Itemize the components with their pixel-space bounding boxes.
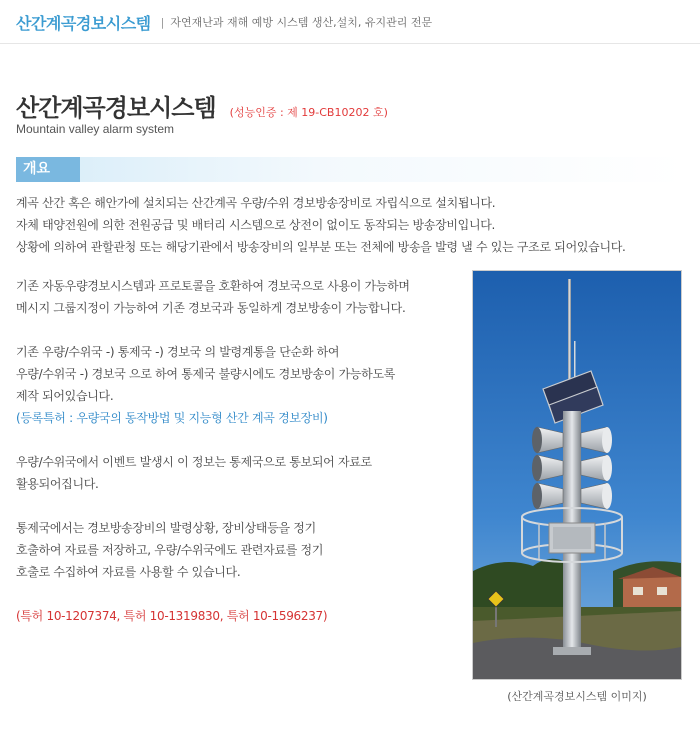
intro-line: 자체 태양전원에 의한 전원공급 및 배터리 시스템으로 상전이 없이도 동작되는 방송장비입니다. <box>16 218 496 232</box>
text-line: 통제국에서는 경보방송장비의 발령상황, 장비상태등을 정기 <box>16 521 316 535</box>
brand-title[interactable]: 산간계곡경보시스템 <box>16 13 151 33</box>
system-photo <box>472 270 682 680</box>
text-line: 제작 되어있습니다. <box>16 389 114 403</box>
text-line: 우량/수위국에서 이벤트 발생시 이 정보는 통제국으로 통보되어 자료로 <box>16 455 372 469</box>
registered-patent-link[interactable]: (등록특허 : 우량국의 동작방법 및 지능형 산간 계곡 경보장비) <box>16 411 328 425</box>
alarm-tower-illustration <box>473 271 681 679</box>
intro-line: 상황에 의하여 관할관청 또는 해당기관에서 방송장비의 일부분 또는 전체에 방송을 발령 낼 수 있는 구조로 되어있습니다. <box>16 240 626 254</box>
text-line: 우량/수위국 -) 경보국 으로 하여 통제국 불량시에도 경보방송이 가능하도록 <box>16 367 396 381</box>
certification-number: (성능인증 : 제 19-CB10202 호) <box>229 106 388 119</box>
section-tab-overview: 개요 <box>16 157 80 182</box>
paragraph-protocol <box>16 275 466 319</box>
brand-tagline: | 자연재난과 재해 예방 시스템 생산,설치, 유지관리 전문 <box>161 14 432 30</box>
text-line: 호출하여 자료를 저장하고, 우량/수위국에도 관련자료를 정기 <box>16 543 324 557</box>
text-line: 활용되어집니다. <box>16 477 99 491</box>
top-header <box>16 10 432 34</box>
paragraph-flow <box>16 341 466 429</box>
section-header <box>16 157 684 182</box>
text-line: 메시지 그룹지정이 가능하여 기존 경보국과 동일하게 경보방송이 가능합니다. <box>16 301 406 315</box>
patent-numbers: (특허 10-1207374, 특허 10-1319830, 특허 10-1596237) <box>16 609 328 623</box>
paragraph-control <box>16 517 466 583</box>
paragraph-event <box>16 451 466 495</box>
body-text <box>16 275 466 649</box>
image-caption: (산간계곡경보시스템 이미지) <box>507 690 647 703</box>
text-line: 호출로 수집하여 자료를 사용할 수 있습니다. <box>16 565 241 579</box>
page-subtitle: Mountain valley alarm system <box>16 122 175 136</box>
intro-text <box>16 192 626 258</box>
text-line: 기존 자동우량경보시스템과 프로토콜을 호환하여 경보국으로 사용이 가능하며 <box>16 279 410 293</box>
intro-line: 계곡 산간 혹은 해안가에 설치되는 산간계곡 우량/수위 경보방송장비로 자립식으로 설치됩니다. <box>16 196 496 210</box>
text-line: 기존 우량/수위국 -) 통제국 -) 경보국 의 발령계통을 단순화 하여 <box>16 345 340 359</box>
page-title: 산간계곡경보시스템 <box>16 94 216 122</box>
page-title-row <box>16 88 388 123</box>
header-divider <box>0 43 700 44</box>
